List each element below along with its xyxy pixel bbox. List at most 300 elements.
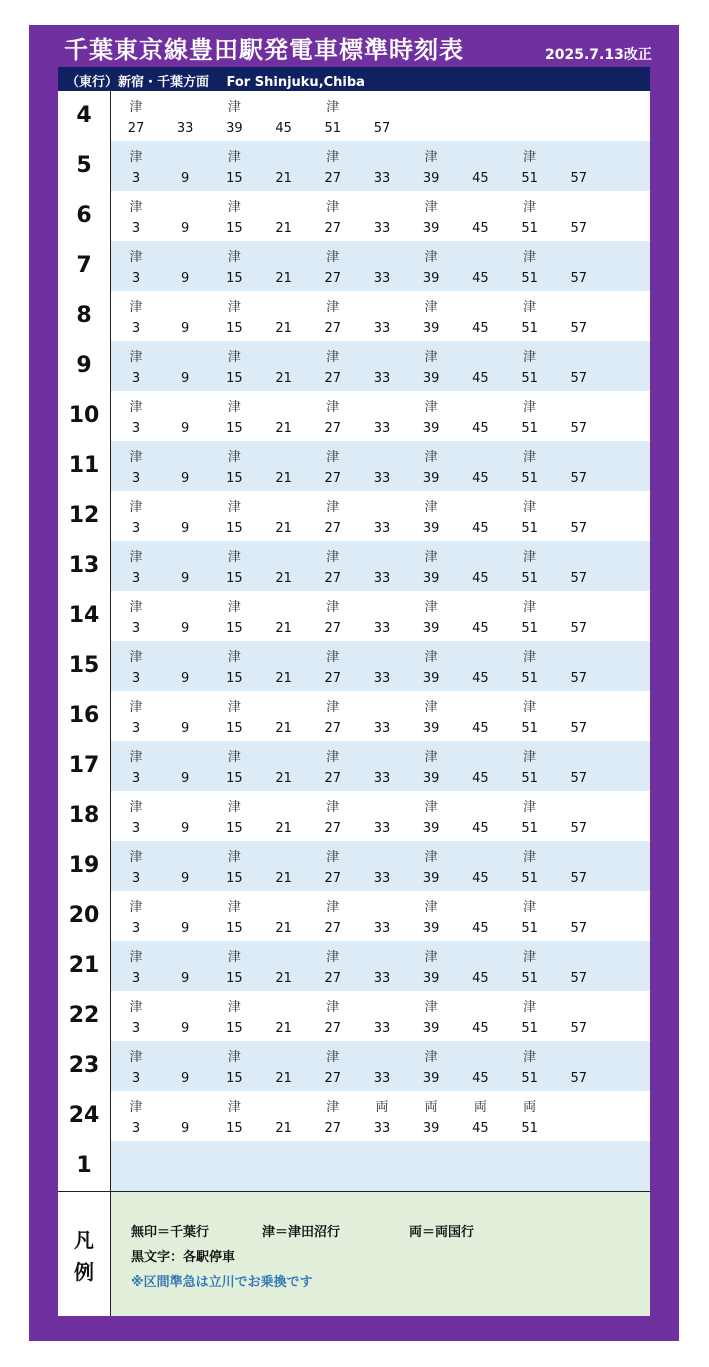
departure-cell — [553, 141, 602, 191]
departure-cell — [405, 891, 454, 941]
table-row — [58, 291, 650, 341]
departure-minute: 15 — [226, 421, 243, 436]
departure-cell — [504, 641, 553, 691]
departure-cell — [553, 191, 602, 241]
departure-cell — [258, 391, 307, 441]
destination-mark: 津 — [326, 550, 340, 565]
departure-minute: 15 — [226, 721, 243, 736]
destination-mark: 津 — [326, 1100, 340, 1115]
departure-cell — [208, 591, 257, 641]
departure-minute: 3 — [131, 721, 141, 736]
departure-minute: 39 — [422, 921, 440, 936]
departure-cell — [454, 741, 503, 791]
departure-minute: 21 — [275, 821, 292, 836]
departure-minute: 33 — [373, 871, 391, 886]
departure-cell — [208, 241, 257, 291]
destination-mark: 津 — [523, 400, 537, 415]
departure-minute: 57 — [570, 1071, 588, 1086]
departure-cell — [159, 291, 208, 341]
departure-cell — [356, 1041, 405, 1091]
hour-label: 11 — [58, 441, 111, 491]
departure-minute: 21 — [275, 171, 292, 186]
departure-cell — [307, 641, 356, 691]
legend-header — [58, 1192, 111, 1316]
destination-mark: 津 — [424, 450, 438, 465]
departure-minute: 21 — [275, 771, 292, 786]
destination-mark: 津 — [227, 750, 241, 765]
departure-cell — [110, 941, 159, 991]
departure-minute: 51 — [521, 621, 538, 636]
destination-mark: 津 — [227, 150, 241, 165]
departure-cell — [110, 491, 159, 541]
departure-minute: 57 — [570, 421, 588, 436]
hour-label: 10 — [58, 391, 111, 441]
destination-mark: 津 — [424, 900, 438, 915]
departure-minute: 21 — [275, 971, 292, 986]
departure-minute: 57 — [570, 621, 588, 636]
departure-minute: 33 — [373, 221, 391, 236]
destination-mark: 津 — [523, 500, 537, 515]
departure-cell — [159, 791, 208, 841]
destination-mark: 津 — [129, 450, 143, 465]
departure-cell — [208, 891, 257, 941]
departure-cell — [110, 691, 159, 741]
departure-minute: 33 — [373, 371, 391, 386]
departure-cell — [208, 1091, 257, 1141]
hour-label: 24 — [58, 1091, 111, 1141]
departure-cell — [553, 791, 602, 841]
destination-mark: 津 — [424, 750, 438, 765]
hour-label: 19 — [58, 841, 111, 891]
departure-cell — [159, 491, 208, 541]
departure-cell — [553, 341, 602, 391]
departure-minute: 27 — [324, 621, 342, 636]
departure-minute: 45 — [472, 1021, 489, 1036]
departure-cell — [504, 791, 553, 841]
departure-cell — [110, 591, 159, 641]
legend-tsu: 津＝津田沼行 — [262, 1225, 341, 1240]
departure-cell — [208, 341, 257, 391]
departure-minute: 15 — [226, 521, 243, 536]
departure-cell — [454, 191, 503, 241]
departure-minute: 15 — [226, 621, 243, 636]
departure-cell — [356, 741, 405, 791]
departure-minute: 3 — [131, 571, 141, 586]
hour-label: 18 — [58, 791, 111, 841]
departure-minute: 39 — [422, 521, 440, 536]
destination-mark: 津 — [129, 850, 143, 865]
departure-minute: 27 — [324, 821, 342, 836]
departure-minute: 45 — [472, 271, 489, 286]
destination-mark: 津 — [424, 250, 438, 265]
departure-cell — [110, 241, 159, 291]
departure-cell — [553, 541, 602, 591]
departure-cell — [258, 91, 307, 141]
departure-cell — [307, 91, 356, 141]
departure-minute: 57 — [570, 921, 588, 936]
departure-cell — [504, 841, 553, 891]
departure-minute: 33 — [373, 1021, 391, 1036]
departure-cell — [159, 341, 208, 391]
departure-minute: 57 — [570, 721, 588, 736]
destination-mark: 津 — [424, 1000, 438, 1015]
departure-minute: 57 — [570, 571, 588, 586]
departure-minute: 15 — [226, 1121, 243, 1136]
departure-minute: 57 — [570, 221, 588, 236]
departure-minute: 57 — [570, 671, 588, 686]
departure-cell — [405, 1091, 454, 1141]
destination-mark: 津 — [424, 1050, 438, 1065]
hour-label: 4 — [58, 91, 111, 141]
departure-minute: 45 — [472, 521, 489, 536]
departure-cell — [159, 91, 208, 141]
table-row — [58, 1091, 650, 1141]
departure-minute: 3 — [131, 821, 141, 836]
departure-cell — [356, 341, 405, 391]
departure-minute: 3 — [131, 971, 141, 986]
departure-cell — [454, 441, 503, 491]
departure-cell — [454, 691, 503, 741]
table-row — [58, 391, 650, 441]
departure-cell — [307, 541, 356, 591]
departure-cell — [454, 141, 503, 191]
departure-minute: 51 — [521, 421, 538, 436]
departure-minute: 51 — [521, 721, 538, 736]
departure-cell — [405, 291, 454, 341]
departure-minute: 9 — [181, 1071, 190, 1086]
departure-cell — [405, 641, 454, 691]
hour-label: 9 — [58, 341, 111, 391]
departure-cell — [504, 491, 553, 541]
departure-cell — [504, 141, 553, 191]
departure-cell — [110, 1091, 159, 1141]
departure-cell — [159, 241, 208, 291]
destination-mark: 津 — [523, 800, 537, 815]
departure-cell — [454, 491, 503, 541]
departure-cell — [356, 391, 405, 441]
direction-bar — [58, 67, 650, 91]
destination-mark: 津 — [129, 1100, 143, 1115]
destination-mark: 津 — [523, 300, 537, 315]
departure-minute: 33 — [373, 671, 391, 686]
destination-mark: 津 — [326, 750, 340, 765]
legend-unmarked: 無印＝千葉行 — [131, 1225, 210, 1240]
departure-minute: 45 — [472, 421, 489, 436]
table-row — [58, 491, 650, 541]
destination-mark: 両 — [523, 1100, 537, 1115]
departure-cell — [553, 241, 602, 291]
departure-minute: 27 — [324, 521, 342, 536]
departure-cell — [208, 1041, 257, 1091]
departure-cell — [356, 691, 405, 741]
destination-mark: 津 — [523, 250, 537, 265]
destination-mark: 津 — [424, 700, 438, 715]
table-row — [58, 241, 650, 291]
destination-mark: 津 — [424, 400, 438, 415]
departure-cell — [258, 991, 307, 1041]
departure-cell — [208, 91, 257, 141]
destination-mark: 津 — [227, 700, 241, 715]
departure-cell — [258, 591, 307, 641]
departure-minute: 15 — [226, 771, 243, 786]
departure-minute: 27 — [324, 271, 342, 286]
departure-cell — [356, 891, 405, 941]
departure-cell — [258, 291, 307, 341]
destination-mark: 津 — [129, 900, 143, 915]
departure-minute: 3 — [131, 471, 141, 486]
departure-minute: 51 — [521, 821, 538, 836]
legend-label-2: 例 — [74, 1260, 94, 1284]
destination-mark: 津 — [227, 500, 241, 515]
departure-cell — [208, 791, 257, 841]
departure-cell — [110, 841, 159, 891]
departure-cell — [159, 1041, 208, 1091]
destination-mark: 津 — [326, 650, 340, 665]
departure-minute: 45 — [472, 721, 489, 736]
departure-minute: 51 — [521, 171, 538, 186]
departure-minute: 15 — [226, 371, 243, 386]
departure-minute: 33 — [373, 971, 391, 986]
departure-minute: 45 — [472, 971, 489, 986]
destination-mark: 津 — [326, 400, 340, 415]
departure-cell — [159, 441, 208, 491]
departure-minute: 3 — [131, 871, 141, 886]
departure-minute: 3 — [131, 221, 141, 236]
destination-mark: 津 — [523, 200, 537, 215]
departure-minute: 45 — [472, 1071, 489, 1086]
departure-cell — [307, 441, 356, 491]
departure-cell — [258, 191, 307, 241]
legend-note: ※区間準急は立川でお乗換です — [131, 1275, 313, 1290]
departure-cell — [110, 641, 159, 691]
departure-minute: 15 — [226, 821, 243, 836]
departure-minute: 9 — [181, 621, 190, 636]
departure-cell — [307, 241, 356, 291]
departure-minute: 9 — [181, 421, 190, 436]
departure-minute: 15 — [226, 871, 243, 886]
departure-cell — [208, 541, 257, 591]
departure-cell — [553, 1041, 602, 1091]
departure-minute: 33 — [373, 721, 391, 736]
destination-mark: 津 — [129, 1000, 143, 1015]
destination-mark: 津 — [129, 150, 143, 165]
departure-cell — [307, 941, 356, 991]
departure-cell — [208, 291, 257, 341]
destination-mark: 津 — [227, 200, 241, 215]
departure-cell — [307, 1041, 356, 1091]
hour-label: 17 — [58, 741, 111, 791]
table-row — [58, 591, 650, 641]
departure-cell — [307, 591, 356, 641]
hour-label: 13 — [58, 541, 111, 591]
departure-cell — [504, 191, 553, 241]
departure-minute: 39 — [422, 321, 440, 336]
departure-minute: 21 — [275, 421, 292, 436]
departure-minute: 33 — [373, 321, 391, 336]
departure-minute: 9 — [181, 821, 190, 836]
departure-cell — [110, 191, 159, 241]
departure-cell — [258, 641, 307, 691]
departure-cell — [208, 941, 257, 991]
destination-mark: 津 — [227, 600, 241, 615]
departure-cell — [405, 591, 454, 641]
departure-cell — [405, 991, 454, 1041]
departure-minute: 51 — [521, 771, 538, 786]
table-row — [58, 941, 650, 991]
departure-cell — [356, 791, 405, 841]
departure-minute: 9 — [181, 671, 190, 686]
destination-mark: 津 — [227, 550, 241, 565]
departure-cell — [159, 541, 208, 591]
destination-mark: 津 — [326, 150, 340, 165]
departure-cell — [405, 341, 454, 391]
departure-minute: 39 — [226, 121, 243, 136]
departure-minute: 27 — [324, 421, 342, 436]
departure-cell — [405, 841, 454, 891]
departure-minute: 45 — [472, 1121, 489, 1136]
departure-cell — [307, 491, 356, 541]
hour-label: 15 — [58, 641, 111, 691]
departure-cell — [159, 141, 208, 191]
departure-minute: 21 — [275, 521, 292, 536]
departure-minute: 57 — [570, 321, 588, 336]
destination-mark: 津 — [424, 800, 438, 815]
departure-minute: 27 — [324, 1071, 342, 1086]
destination-mark: 津 — [227, 650, 241, 665]
departure-minute: 39 — [422, 571, 440, 586]
departure-cell — [405, 741, 454, 791]
departure-cell — [356, 441, 405, 491]
table-row — [58, 141, 650, 191]
destination-mark: 津 — [227, 100, 241, 115]
departure-cell — [110, 741, 159, 791]
destination-mark: 津 — [129, 650, 143, 665]
destination-mark: 津 — [129, 800, 143, 815]
hour-label: 7 — [58, 241, 111, 291]
departure-minute: 15 — [226, 221, 243, 236]
destination-mark: 津 — [129, 500, 143, 515]
departure-cell — [110, 541, 159, 591]
hour-label: 14 — [58, 591, 111, 641]
departure-minute: 27 — [324, 321, 342, 336]
destination-mark: 津 — [523, 850, 537, 865]
departure-cell — [504, 291, 553, 341]
destination-mark: 津 — [129, 350, 143, 365]
departure-minute: 57 — [570, 521, 588, 536]
departure-minute: 21 — [275, 371, 292, 386]
departure-cell — [356, 141, 405, 191]
departure-minute: 15 — [226, 1071, 243, 1086]
departure-minute: 45 — [472, 771, 489, 786]
departure-minute: 51 — [521, 471, 538, 486]
departure-minute: 21 — [275, 1121, 292, 1136]
destination-mark: 津 — [523, 700, 537, 715]
departure-cell — [504, 341, 553, 391]
departure-minute: 51 — [521, 671, 538, 686]
departure-minute: 33 — [176, 121, 194, 136]
departure-cell — [356, 991, 405, 1041]
destination-mark: 津 — [424, 200, 438, 215]
departure-minute: 3 — [131, 771, 141, 786]
departure-minute: 9 — [181, 221, 190, 236]
hour-label: 12 — [58, 491, 111, 541]
destination-mark: 津 — [523, 900, 537, 915]
destination-mark: 津 — [227, 1050, 241, 1065]
departure-cell — [307, 991, 356, 1041]
departure-minute: 9 — [181, 271, 190, 286]
departure-cell — [553, 441, 602, 491]
departure-minute: 57 — [570, 371, 588, 386]
departure-cell — [159, 391, 208, 441]
departure-minute: 21 — [275, 471, 292, 486]
departure-minute: 51 — [521, 271, 538, 286]
departure-cell — [258, 241, 307, 291]
destination-mark: 津 — [129, 700, 143, 715]
departure-minute: 39 — [422, 821, 440, 836]
departure-minute: 57 — [570, 1021, 588, 1036]
departure-cell — [307, 791, 356, 841]
destination-mark: 津 — [326, 700, 340, 715]
departure-cell — [307, 841, 356, 891]
hour-label: 20 — [58, 891, 111, 941]
departure-minute: 3 — [131, 671, 141, 686]
departure-cell — [258, 1041, 307, 1091]
departure-cell — [405, 191, 454, 241]
departure-minute: 51 — [521, 1121, 538, 1136]
legend — [58, 1191, 650, 1316]
departure-minute: 3 — [131, 371, 141, 386]
departure-cell — [504, 391, 553, 441]
departure-cell — [208, 191, 257, 241]
departure-cell — [110, 291, 159, 341]
destination-mark: 津 — [523, 650, 537, 665]
departure-minute: 9 — [181, 1021, 190, 1036]
departure-cell — [504, 691, 553, 741]
departure-minute: 33 — [373, 771, 391, 786]
destination-mark: 津 — [523, 1000, 537, 1015]
departure-cell — [454, 891, 503, 941]
departure-minute: 21 — [275, 1071, 292, 1086]
departure-cell — [405, 941, 454, 991]
destination-mark: 両 — [424, 1100, 438, 1115]
hour-label: 5 — [58, 141, 111, 191]
destination-mark: 津 — [227, 900, 241, 915]
departure-cell — [159, 641, 208, 691]
departure-cell — [405, 791, 454, 841]
departure-minute: 51 — [521, 321, 538, 336]
destination-mark: 津 — [424, 850, 438, 865]
departure-minute: 15 — [226, 1021, 243, 1036]
destination-mark: 津 — [424, 600, 438, 615]
departure-cell — [504, 541, 553, 591]
departure-minute: 15 — [226, 971, 243, 986]
departure-minute: 57 — [570, 971, 588, 986]
departure-cell — [110, 991, 159, 1041]
departure-cell — [307, 691, 356, 741]
departure-minute: 39 — [422, 621, 440, 636]
departure-cell — [307, 291, 356, 341]
departure-cell — [258, 1091, 307, 1141]
destination-mark: 津 — [326, 200, 340, 215]
departure-cell — [258, 491, 307, 541]
departure-cell — [159, 991, 208, 1041]
table-row — [58, 841, 650, 891]
destination-mark: 津 — [326, 500, 340, 515]
departure-cell — [356, 941, 405, 991]
departure-minute: 57 — [570, 871, 588, 886]
destination-mark: 津 — [326, 1050, 340, 1065]
departure-cell — [356, 1091, 405, 1141]
